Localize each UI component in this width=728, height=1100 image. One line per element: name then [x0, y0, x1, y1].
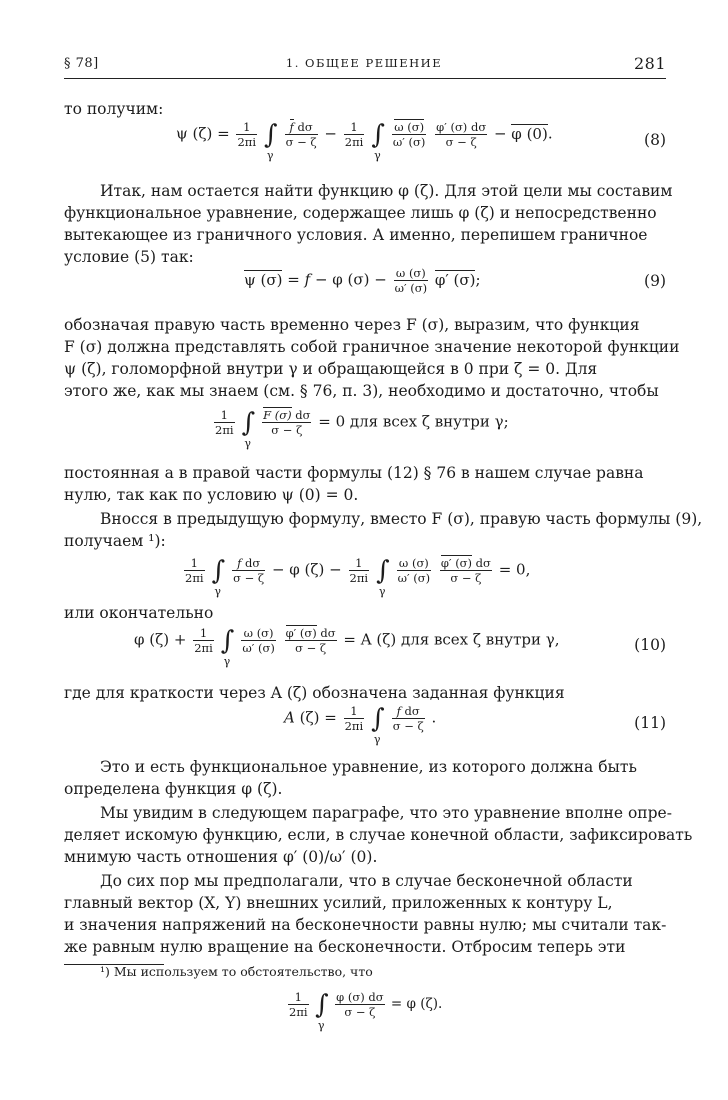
equation-9: ψ (σ) = f − φ (σ) − $\frac{\omega (\sigma)}{\omega' (\sigma)}$ φ′ (σ);: [244, 266, 481, 295]
paragraph-5-line-2: получаем ¹):: [64, 532, 166, 550]
paragraph-10-line-1: До сих пор мы предполагали, что в случае бесконечной области: [100, 872, 633, 890]
section-marker: § 78]: [64, 56, 99, 71]
paragraph-4-line-2: нулю, так как по условию ψ (0) = 0.: [64, 486, 359, 504]
lead-text-3: где для краткости через A (ζ) обозначена заданная функция: [64, 684, 565, 702]
equation-11-number: (11): [634, 714, 666, 732]
equation-10: φ (ζ) + $\frac{1}{2\pi i}$ ∫ γ $\frac{\omega (\sigma)}{\omega' (\sigma)}$ $\frac{\varphi' (\sigma) d\sigma}{\sigma - \zeta}$ = A (ζ) для всех ζ внутри γ,: [134, 625, 560, 668]
paragraph-9-line-2: деляет искомую функцию, если, в случае конечной области, зафиксировать: [64, 826, 693, 844]
paragraph-3-line-4: этого же, как мы знаем (см. § 76, п. 3), необходимо и достаточно, чтобы: [64, 382, 659, 400]
paragraph-4-line-1: постоянная a в правой части формулы (12) § 76 в нашем случае равна: [64, 464, 644, 482]
paragraph-8-line-2: определена функция φ (ζ).: [64, 780, 283, 798]
paragraph-3-line-1: обозначая правую часть временно через F (σ), выразим, что функция: [64, 316, 640, 334]
equation-10-tail: = A (ζ) для всех ζ внутри γ,: [343, 630, 560, 649]
footnote-text: ¹) Мы используем то обстоятельство, что: [100, 964, 373, 979]
paragraph-2-line-3: вытекающее из граничного условия. А именно, перепишем граничное: [64, 226, 648, 244]
paragraph-3-line-2: F (σ) должна представлять собой граничное значение некоторой функции: [64, 338, 680, 356]
paragraph-8-line-1: Это и есть функциональное уравнение, из которого должна быть: [100, 758, 637, 776]
footnote-equation: $\frac{1}{2\pi i}$ ∫ γ $\frac{\varphi (\sigma) d\sigma}{\sigma - \zeta}$ = φ (ζ).: [289, 989, 443, 1032]
equation-intermediate: $\frac{1}{2\pi i}$ ∫ γ $\frac{\text{f dσ}}{\sigma - \zeta}$ − φ (ζ) − $\frac{1}{2\pi i}$ ∫ γ $\frac{\omega (\sigma)}{\omega' (\sigma)}$ $\frac{\varphi' (\sigma) d\sigma}{\sigma - \zeta}$ = 0,: [185, 555, 531, 598]
paragraph-2-line-1: Итак, нам остается найти функцию φ (ζ). Для этой цели мы составим: [100, 182, 673, 200]
paragraph-10-line-3: и значения напряжений на бесконечности равны нулю; мы считали так-: [64, 916, 667, 934]
equation-condition: $\frac{1}{2\pi i}$ ∫ γ $\frac{F (\sigma) d\sigma}{\sigma - \zeta}$ = 0 для всех ζ внутри γ;: [215, 407, 509, 450]
paragraph-2-line-2: функциональное уравнение, содержащее лишь φ (ζ) и непосредственно: [64, 204, 657, 222]
paragraph-3-line-3: ψ (ζ), голоморфной внутри γ и обращающейся в 0 при ζ = 0. Для: [64, 360, 598, 378]
condition-text: = 0 для всех ζ внутри γ;: [318, 412, 509, 431]
paragraph-10-line-4: же равным нулю вращение на бесконечности. Отбросим теперь эти: [64, 938, 626, 956]
equation-8: ψ (ζ) = $\frac{1}{2\pi i}$ ∫ γ $\frac{\text{f dσ}}{\sigma - \zeta}$ − $\frac{1}{2\pi i}$ ∫ γ $\frac{\omega (\sigma)}{\omega' (\sigma)}$ $\frac{\varphi' (\sigma) d\sigma}{\sigma - \zeta}$ − φ (0).: [176, 119, 553, 162]
equation-11: A (ζ) = $\frac{1}{2\pi i}$ ∫ γ $\frac{\text{f dσ}}{\sigma - \zeta}$ .: [284, 703, 437, 746]
lead-text-1: то получим:: [64, 100, 164, 118]
lead-text-2: или окончательно: [64, 604, 214, 622]
paragraph-2-line-4: условие (5) так:: [64, 248, 194, 266]
paragraph-9-line-1: Мы увидим в следующем параграфе, что это уравнение вполне опре-: [100, 804, 672, 822]
equation-8-number: (8): [644, 131, 666, 149]
header-rule: [64, 78, 666, 79]
equation-10-number: (10): [634, 636, 666, 654]
running-title: 1. ОБЩЕЕ РЕШЕНИЕ: [285, 56, 443, 70]
equation-9-number: (9): [644, 272, 666, 290]
page-number: 281: [633, 54, 666, 73]
paragraph-9-line-3: мнимую часть отношения φ′ (0)/ω′ (0).: [64, 848, 378, 866]
paragraph-10-line-2: главный вектор (X, Y) внешних усилий, приложенных к контуру L,: [64, 894, 613, 912]
paragraph-5-line-1: Вносся в предыдущую формулу, вместо F (σ), правую часть формулы (9),: [100, 510, 703, 528]
